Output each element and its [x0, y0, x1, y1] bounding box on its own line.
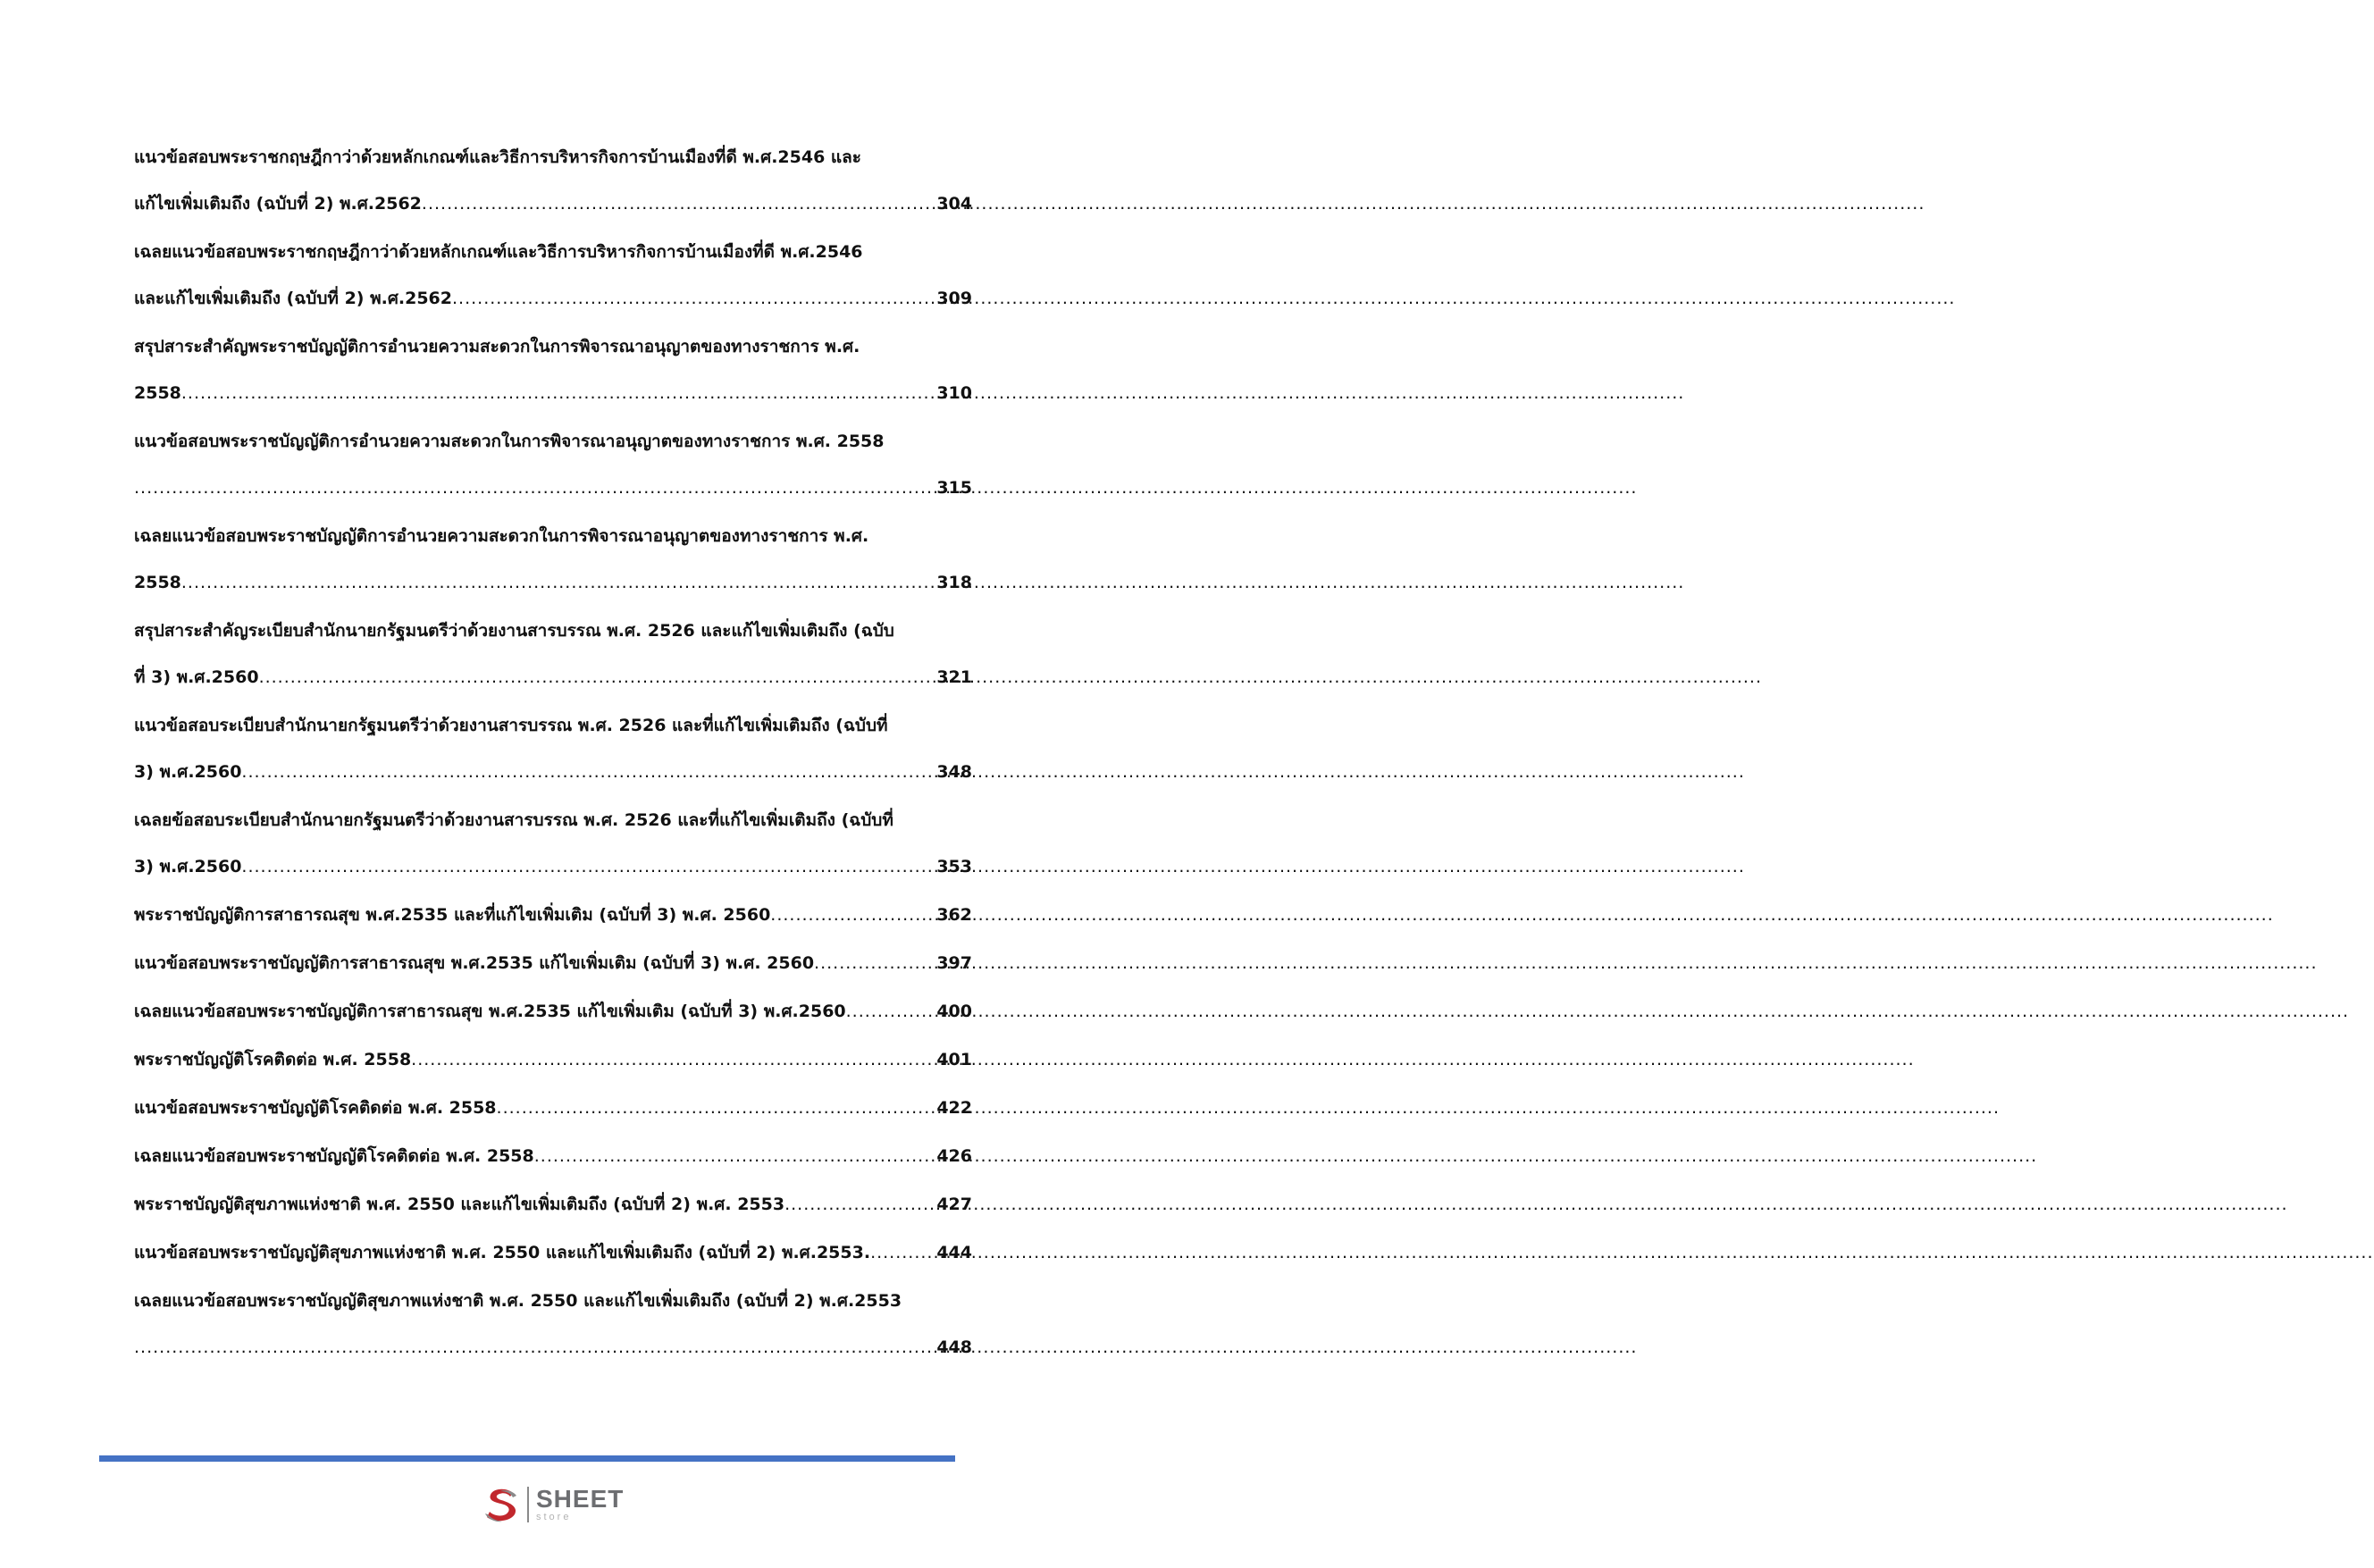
toc-leader-dots	[870, 1229, 933, 1276]
toc-page-number: 400	[936, 1002, 972, 1021]
toc-entry[interactable]	[134, 418, 972, 511]
logo-divider	[527, 1487, 529, 1522]
toc-entry[interactable]	[134, 1181, 972, 1228]
toc-entry-title-line: พระราชบัญญัติสุขภาพแห่งชาติ พ.ศ. 2550 และแก้ไขเพิ่มเติมถึง (ฉบับที่ 2) พ.ศ. 2553	[134, 1195, 785, 1214]
footer-rule	[99, 1455, 955, 1462]
toc-page-number: 426	[936, 1146, 972, 1166]
toc-leader-dots	[784, 1181, 933, 1228]
toc-page-number: 315	[936, 478, 972, 498]
toc-leader-dots	[770, 892, 933, 938]
toc-entry[interactable]	[134, 513, 972, 606]
toc-leader-dots	[181, 559, 933, 606]
toc-leader-dots	[846, 988, 934, 1035]
toc-leader-dots	[411, 1036, 933, 1083]
toc-entry[interactable]	[134, 1133, 972, 1179]
toc-entry[interactable]	[134, 229, 972, 322]
toc-entry-title-line: สรุปสาระสำคัญพระราชบัญญัติการอำนวยความสะดวกในการพิจารณาอนุญาตของทางราชการ พ.ศ.	[134, 337, 860, 356]
toc-entry-title-line: เฉลยข้อสอบระเบียบสำนักนายกรัฐมนตรีว่าด้วยงานสารบรรณ พ.ศ. 2526 และที่แก้ไขเพิ่มเติมถึง (ฉบับที่	[134, 810, 893, 830]
toc-entry-title-line: 3) พ.ศ.2560	[134, 857, 242, 876]
sheet-store-logo	[482, 1480, 624, 1530]
toc-entry[interactable]	[134, 134, 972, 227]
sheet-store-logo-icon	[482, 1485, 522, 1524]
logo-sub: store	[536, 1512, 572, 1522]
toc-entry[interactable]	[134, 608, 972, 700]
toc-entry-title-line: แนวข้อสอบระเบียบสำนักนายกรัฐมนตรีว่าด้วยงานสารบรรณ พ.ศ. 2526 และที่แก้ไขเพิ่มเติมถึง (ฉบับที่	[134, 716, 888, 735]
toc-entry-title-line: ที่ 3) พ.ศ.2560	[134, 667, 259, 687]
toc-page-number: 397	[936, 953, 972, 973]
toc-leader-dots	[134, 465, 933, 511]
toc-entry-title-line: 2558	[134, 573, 181, 592]
toc-leader-dots	[452, 275, 933, 322]
toc-leader-dots	[497, 1085, 934, 1131]
toc-entry-title-line: เฉลยแนวข้อสอบพระราชบัญญัติการอำนวยความสะดวกในการพิจารณาอนุญาตของทางราชการ พ.ศ.	[134, 526, 869, 546]
toc-page-number: 318	[936, 573, 972, 592]
toc-leader-dots	[814, 940, 933, 986]
toc-page-number: 353	[936, 857, 972, 876]
toc-entry-title-line: เฉลยแนวข้อสอบพระราชบัญญัติการสาธารณสุข พ.ศ.2535 แก้ไขเพิ่มเติม (ฉบับที่ 3) พ.ศ.2560	[134, 1002, 846, 1021]
toc-entry-title-line: เฉลยแนวข้อสอบพระราชกฤษฎีกาว่าด้วยหลักเกณฑ์และวิธีการบริหารกิจการบ้านเมืองที่ดี พ.ศ.2546	[134, 242, 863, 262]
toc-entry-title-line: แนวข้อสอบพระราชบัญญัติโรคติดต่อ พ.ศ. 2558	[134, 1098, 497, 1118]
toc-entry[interactable]	[134, 1229, 972, 1276]
toc-page-number: 304	[936, 194, 972, 214]
toc-entry-title-line: แนวข้อสอบพระราชบัญญัติการสาธารณสุข พ.ศ.2535 แก้ไขเพิ่มเติม (ฉบับที่ 3) พ.ศ. 2560	[134, 953, 815, 973]
toc-page-number: 310	[936, 383, 972, 403]
toc-leader-dots	[422, 180, 933, 227]
toc-entry[interactable]	[134, 892, 972, 938]
toc-leader-dots	[241, 843, 933, 890]
toc-entry-title-line: แนวข้อสอบพระราชบัญญัติสุขภาพแห่งชาติ พ.ศ. 2550 และแก้ไขเพิ่มเติมถึง (ฉบับที่ 2) พ.ศ.2553.	[134, 1243, 871, 1262]
toc-leader-dots	[534, 1133, 934, 1179]
logo-word: SHEET	[536, 1485, 625, 1513]
toc-entry[interactable]	[134, 940, 972, 986]
toc-entry[interactable]	[134, 797, 972, 890]
toc-entry-title-line: 2558	[134, 383, 181, 403]
toc-entry-title-line: แก้ไขเพิ่มเติมถึง (ฉบับที่ 2) พ.ศ.2562	[134, 194, 422, 214]
table-of-contents	[134, 134, 972, 1372]
toc-page-number: 348	[936, 762, 972, 782]
toc-entry-title-line: และแก้ไขเพิ่มเติมถึง (ฉบับที่ 2) พ.ศ.2562	[134, 289, 452, 308]
toc-entry-title-line: เฉลยแนวข้อสอบพระราชบัญญัติโรคติดต่อ พ.ศ. 2558	[134, 1146, 534, 1166]
toc-entry-title-line: พระราชบัญญัติโรคติดต่อ พ.ศ. 2558	[134, 1050, 412, 1069]
toc-entry[interactable]	[134, 988, 972, 1035]
toc-entry-title-line: แนวข้อสอบพระราชบัญญัติการอำนวยความสะดวกในการพิจารณาอนุญาตของทางราชการ พ.ศ. 2558	[134, 432, 885, 451]
toc-entry[interactable]	[134, 1085, 972, 1131]
toc-page-number: 427	[936, 1195, 972, 1214]
toc-leader-dots	[259, 654, 934, 700]
toc-page-number: 362	[936, 905, 972, 925]
toc-leader-dots	[181, 370, 933, 416]
toc-leader-dots	[241, 749, 933, 795]
toc-entry[interactable]	[134, 323, 972, 416]
toc-entry-title-line: สรุปสาระสำคัญระเบียบสำนักนายกรัฐมนตรีว่าด้วยงานสารบรรณ พ.ศ. 2526 และแก้ไขเพิ่มเติมถึง (ฉบับ	[134, 621, 894, 641]
toc-entry[interactable]	[134, 1036, 972, 1083]
toc-page-number: 422	[936, 1098, 972, 1118]
toc-entry-title-line: พระราชบัญญัติการสาธารณสุข พ.ศ.2535 และที่แก้ไขเพิ่มเติม (ฉบับที่ 3) พ.ศ. 2560	[134, 905, 771, 925]
toc-page-number: 401	[936, 1050, 972, 1069]
toc-entry[interactable]	[134, 702, 972, 795]
toc-page-number: 309	[936, 289, 972, 308]
toc-entry[interactable]	[134, 1278, 972, 1371]
toc-entry-title-line: แนวข้อสอบพระราชกฤษฎีกาว่าด้วยหลักเกณฑ์และวิธีการบริหารกิจการบ้านเมืองที่ดี พ.ศ.2546 และ	[134, 147, 862, 167]
toc-page-number: 448	[936, 1337, 972, 1357]
logo-text	[536, 1487, 624, 1522]
toc-leader-dots	[134, 1324, 933, 1371]
toc-entry-title-line: 3) พ.ศ.2560	[134, 762, 242, 782]
toc-page-number: 321	[936, 667, 972, 687]
toc-entry-title-line: เฉลยแนวข้อสอบพระราชบัญญัติสุขภาพแห่งชาติ พ.ศ. 2550 และแก้ไขเพิ่มเติมถึง (ฉบับที่ 2) พ.ศ.2553	[134, 1291, 902, 1311]
toc-page-number: 444	[936, 1243, 972, 1262]
